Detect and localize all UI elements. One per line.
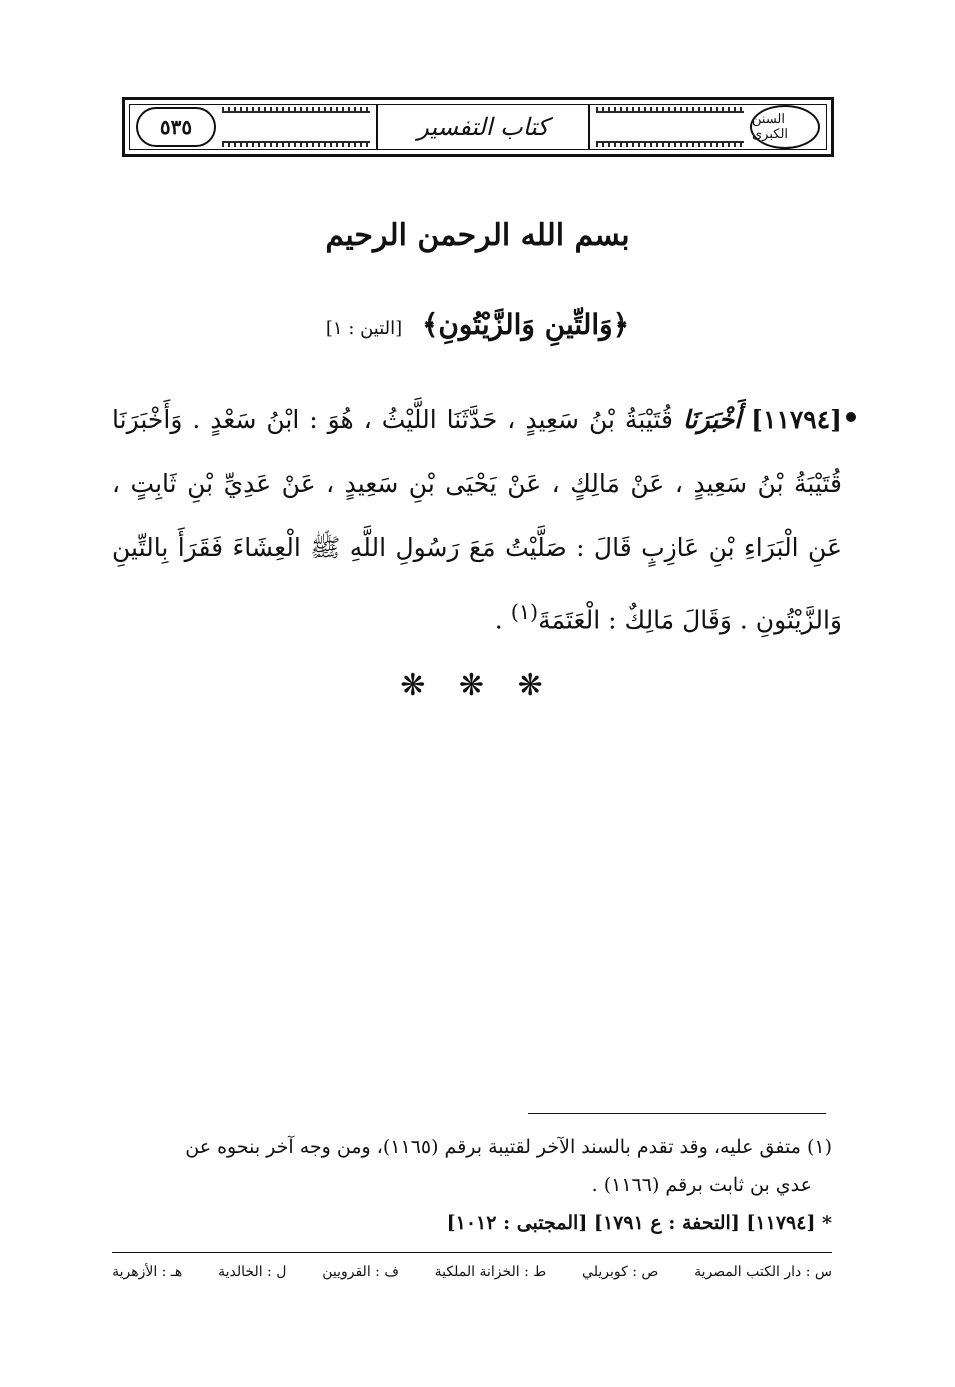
basmala: بسم الله الرحمن الرحيم — [325, 218, 630, 253]
hadith-lead-word: أَخْبَرَنَا — [682, 405, 742, 434]
section-title: كتاب التفسير — [376, 105, 590, 149]
hadith-bullet-icon — [846, 412, 856, 422]
ornament-strip-left — [222, 107, 370, 147]
verse-heading — [0, 308, 955, 341]
footnote-1-line-1: (١) متفق عليه، وقد تقدم بالسند الآخر لقتيبة برقم (١١٦٥)، ومن وجه آخر بنحوه عن — [185, 1136, 832, 1158]
manuscript-sigla — [112, 1264, 832, 1280]
bottom-rule — [112, 1252, 832, 1253]
footnote-rule — [528, 1113, 826, 1114]
page-header — [122, 97, 834, 157]
section-separator: ❋ ❋ ❋ — [400, 668, 555, 703]
hadith-number: [١١٧٩٤] — [751, 405, 842, 434]
footnotes — [112, 1128, 832, 1242]
footnote-marker: (١) — [510, 600, 539, 624]
siglum-item: ف : القرويين — [322, 1264, 399, 1280]
header-frame — [129, 104, 827, 150]
footnote-1-line-2: عدي بن ثابت برقم (١١٦٦) . — [591, 1174, 812, 1196]
hadith-body: قُتَيْبَةُ بْنُ سَعِيدٍ ، حَدَّثَنَا اللَّيْثُ ، هُوَ : ابْنُ سَعْدٍ . وَأَخْبَرَنَا قُتَيْبَةُ بْنُ سَعِيدٍ ، عَنْ مَالِكٍ ، عَنْ يَحْيَى بْنِ سَعِيدٍ ، عَنْ عَدِيِّ بْنِ ثَابِتٍ ، عَنِ الْبَرَاءِ بْنِ عَازِبٍ قَالَ : صَلَّيْتُ مَعَ رَسُولِ اللَّهِ ﷺ الْعِشَاءَ فَقَرَأَ بِالتِّينِ وَالزَّيْتُونِ . وَقَالَ مَالِكٌ : الْعَتَمَةَ — [112, 405, 842, 635]
verse-reference: [التين : ١] — [325, 318, 403, 339]
page-number: ٥٣٥ — [136, 107, 216, 147]
hadith-end: . — [494, 605, 511, 635]
siglum-item: ط : الخزانة الملكية — [434, 1264, 547, 1280]
siglum-item: هـ : الأزهرية — [112, 1264, 183, 1280]
verse-text: ﴿وَالتِّينِ وَالزَّيْتُونِ﴾ — [421, 308, 630, 341]
ornament-strip-right — [596, 107, 744, 147]
siglum-item: س : دار الكتب المصرية — [694, 1264, 832, 1280]
hadith-text — [112, 388, 842, 652]
siglum-item: ل : الخالدية — [218, 1264, 287, 1280]
hadith-reference-line: * [١١٧٩٤] [التحفة : ع ١٧٩١] [المجتبى : ١٠١٢] — [446, 1212, 832, 1234]
book-seal-logo: السنن الكبرى — [750, 105, 820, 149]
siglum-item: ص : كوبريلي — [582, 1264, 659, 1280]
